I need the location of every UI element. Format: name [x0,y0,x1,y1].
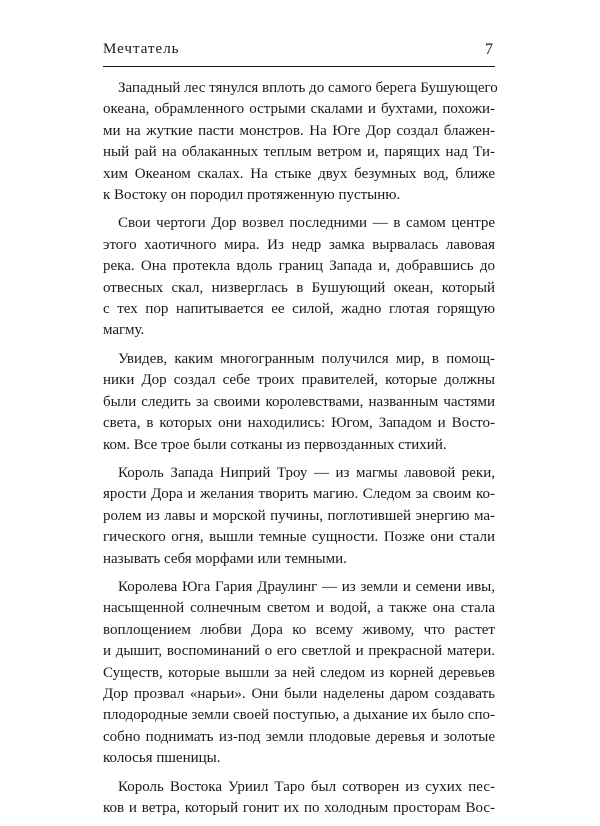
text-line: ми на жуткие пасти монстров. На Юге Дор создал блажен- [103,122,495,139]
text-line: насыщенной солнечным светом и водой, а также она стала [103,600,495,617]
running-title: Мечтатель [103,41,180,57]
text-line: Существ, которые вышли за ней следом из корней деревьев [103,664,495,681]
body-text [103,78,498,826]
text-line: хим Океаном скалах. На стыке двух безумных вод, ближе [103,165,495,182]
paragraph [103,213,495,341]
paragraph [103,777,495,820]
text-line: океана, обрамленного острыми скалами и бухтами, похожи- [103,101,495,118]
text-line: с тех пор напитывается ее силой, жадно глотая горящую [103,301,495,318]
text-line: Западный лес тянулся вплоть до самого берега Бушующего [118,80,498,96]
page-number: 7 [485,41,493,58]
text-line: плодородные земли своей поступью, а дыхание их было спо- [103,707,495,724]
text-line: колосья пшеницы. [103,750,221,767]
text-line: река. Она протекла вдоль границ Запада и, добравшись до [103,258,495,275]
text-line: ков и ветра, который гонит их по холодным просторам Вос- [103,800,495,816]
paragraph [103,78,498,206]
text-line: и дышит, воспоминаний о его светлой и прекрасной матери. [103,643,495,660]
text-line: воплощением любви Дора ко всему живому, что растет [103,621,495,638]
text-line: Королева Юга Гария Драулинг — из земли и семени ивы, [118,578,495,595]
paragraph [103,463,495,570]
text-line: ники Дор создал себе троих правителей, которые должны [103,372,495,389]
text-line: ярости Дора и желания творить магию. Следом за своим ко- [103,486,495,503]
running-head [103,41,495,63]
book-page [103,0,498,816]
text-line: Дор прозвал «нарьи». Они были наделены даром создавать [103,685,495,702]
header-rule [103,66,495,67]
text-line: отвесных скал, низверглась в Бушующий океан, который [103,279,495,296]
paragraph [103,577,495,770]
paragraph [103,349,495,456]
text-line: ный рай на облаканных теплым ветром и, парящих над Ти- [103,144,495,161]
text-line: гического огня, вышли темные сущности. Позже они стали [103,529,495,546]
text-line: магму. [103,322,145,339]
text-line: этого хаотичного мира. Из недр замка вырвалась лавовая [103,236,495,253]
text-line: собно поднимать из-под земли плодовые деревья и золотые [103,728,495,745]
text-line: были следить за своими королевствами, названным частями [103,393,495,410]
text-line: Свои чертоги Дор возвел последними — в самом центре [118,215,495,232]
text-line: Король Запада Ниприй Троу — из магмы лавовой реки, [118,464,495,481]
text-line: ком. Все трое были сотканы из первозданных стихий. [103,436,447,453]
text-line: Король Востока Уриил Таро был сотворен из сухих пес- [118,778,495,795]
text-line: ролем из лавы и морской пучины, поглотившей энергию ма- [103,507,495,524]
text-line: Увидев, каким многогранным получился мир, в помощ- [118,350,495,367]
text-line: называть себя морфами или темными. [103,550,347,567]
text-line: света, в которых они находились: Югом, Западом и Восто- [103,415,495,432]
text-line: к Востоку он породил протяженную пустыню. [103,187,401,204]
